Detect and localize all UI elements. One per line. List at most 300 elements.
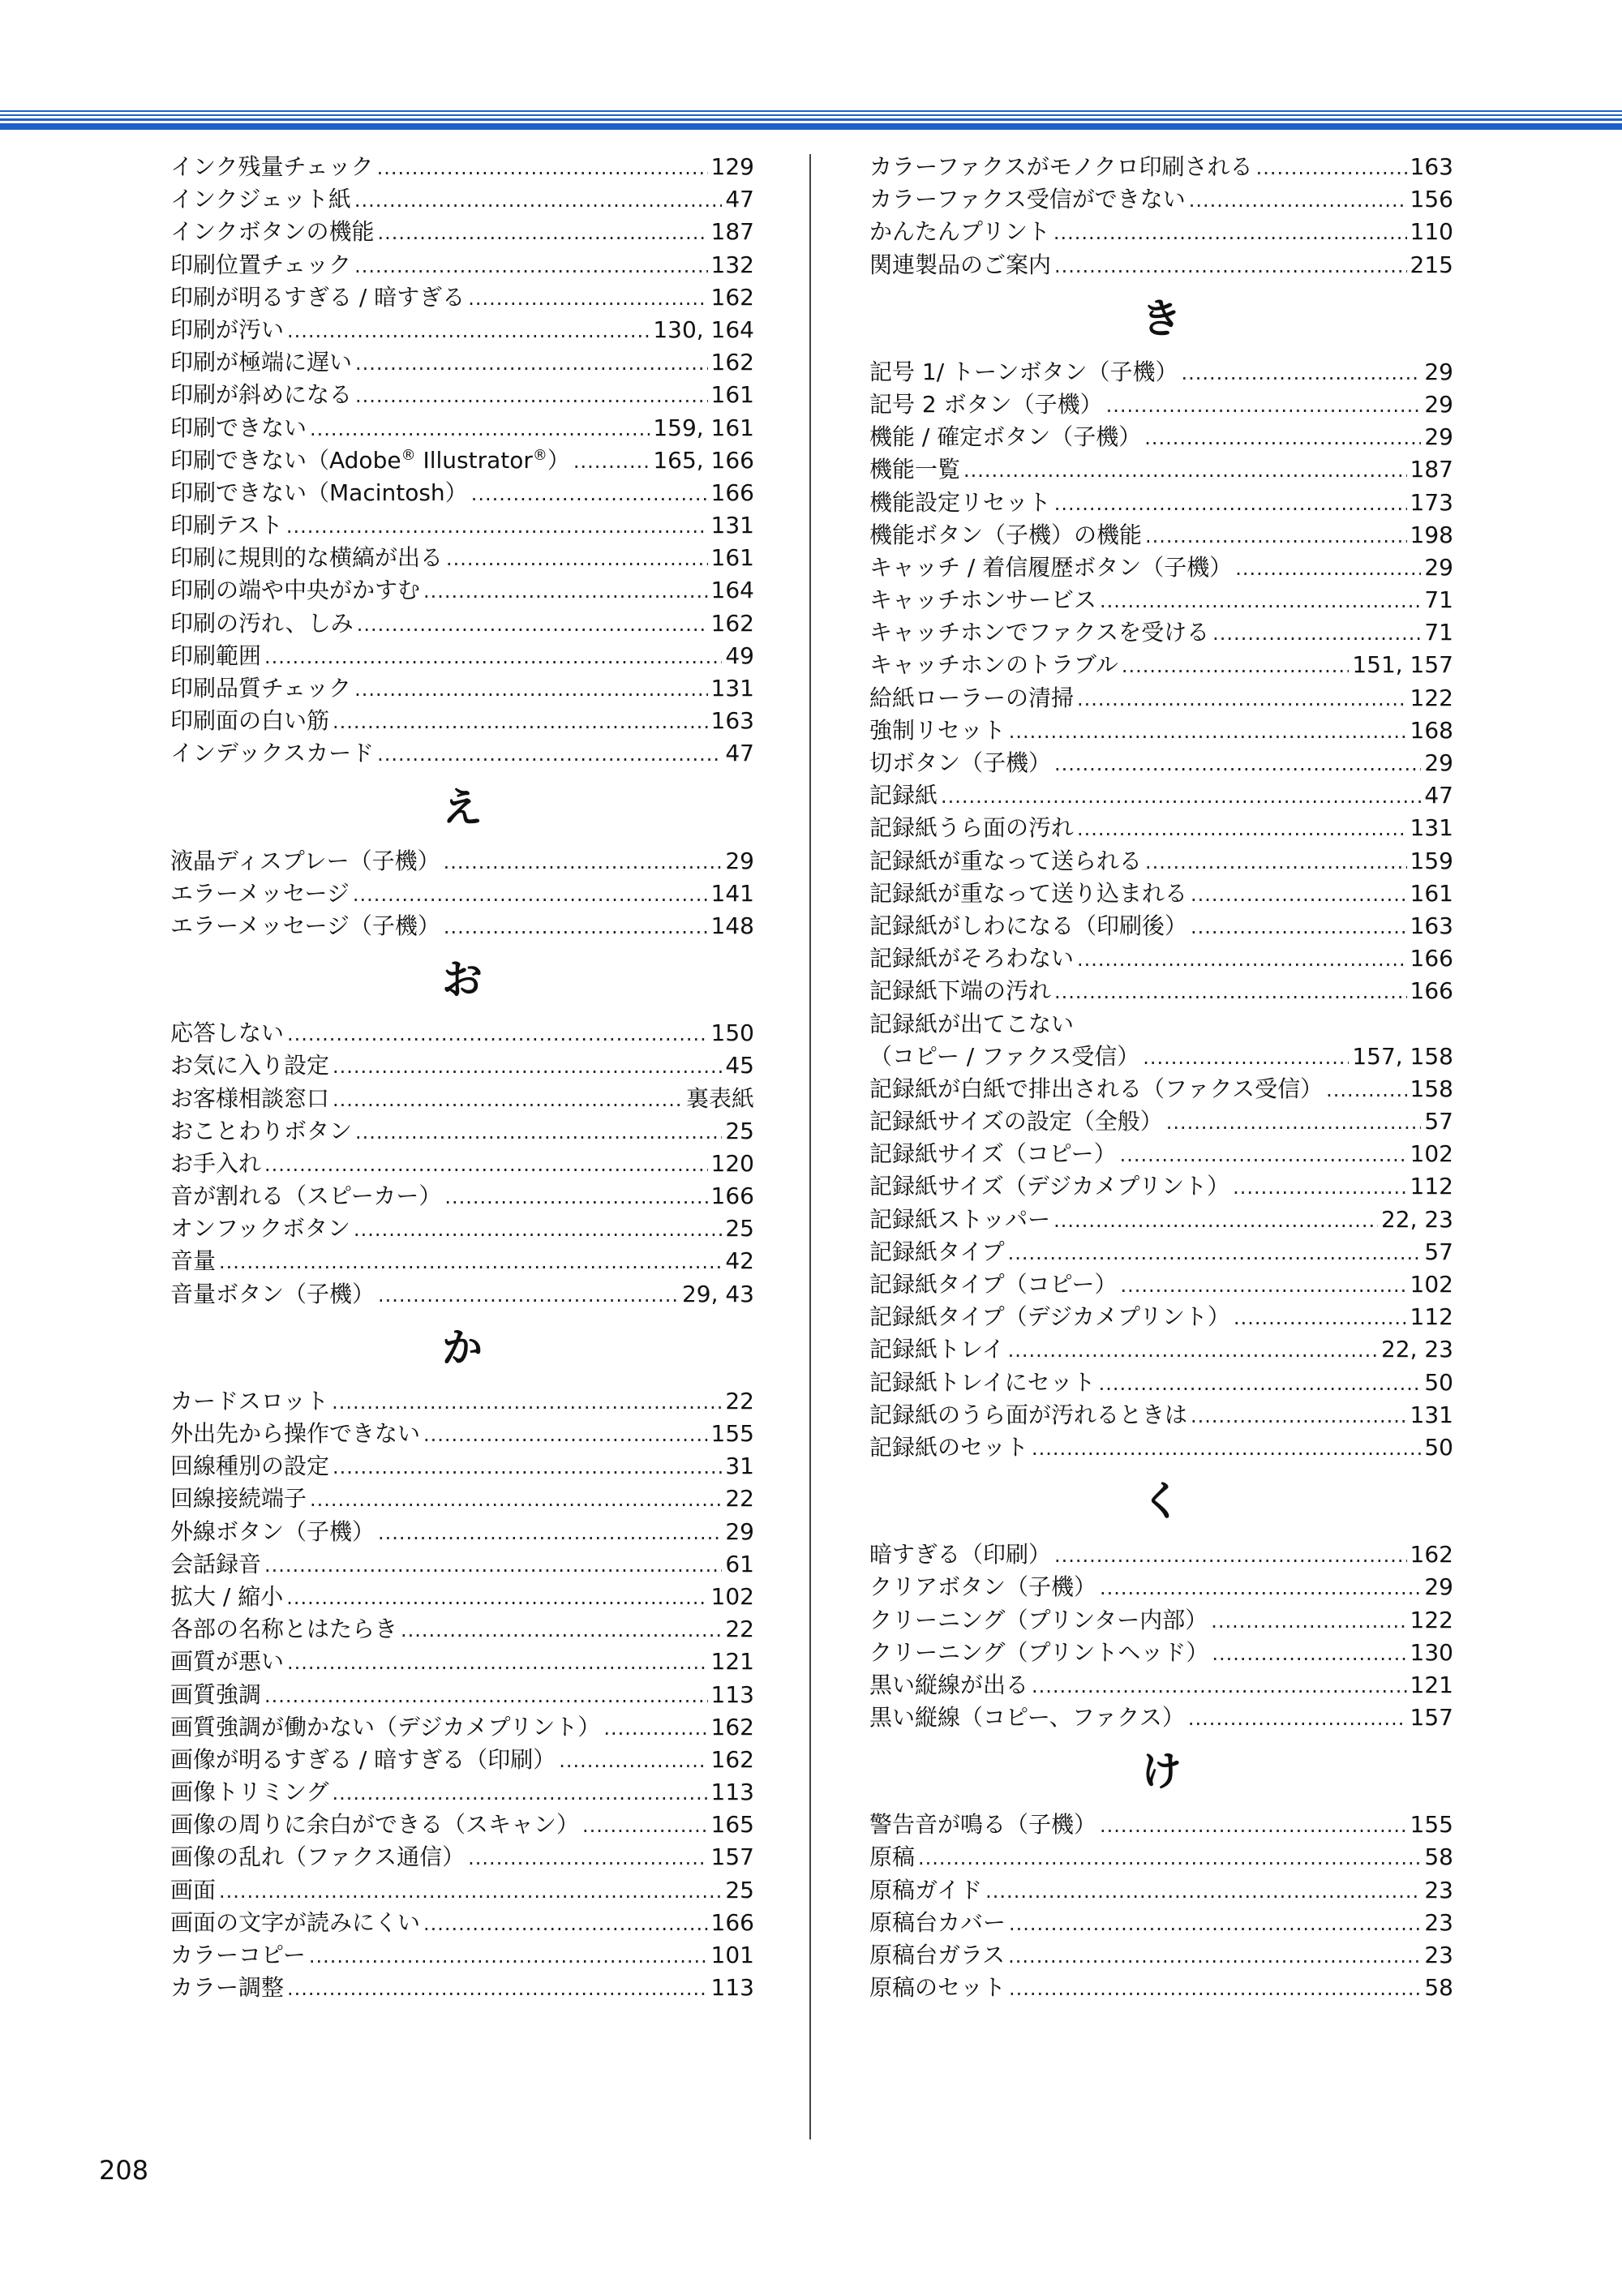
index-entry (869, 1333, 1453, 1366)
index-entry-label: 印刷面の白い筋 (170, 707, 330, 735)
leader-dots (1054, 748, 1421, 780)
index-entry-page: 162 (710, 1745, 754, 1773)
leader-dots (332, 1386, 722, 1418)
leader-dots (1166, 1106, 1422, 1139)
index-entry (869, 649, 1453, 681)
index-entry-label: お気に入り設定 (170, 1052, 330, 1079)
leader-dots (333, 706, 708, 738)
index-entry-label: 印刷が斜めになる (170, 381, 353, 409)
index-entry-label: 画面の文字が読みにくい (170, 1908, 421, 1936)
index-entry-label: お手入れ (170, 1149, 262, 1177)
index-entry-label: インクジェット紙 (170, 186, 351, 213)
index-entry-label: 音が割れる（スピーカー） (170, 1182, 442, 1210)
index-entry-label: 記録紙が白紙で排出される（ファクス受信） (869, 1075, 1324, 1102)
index-entry-page: 113 (710, 1680, 754, 1708)
index-entry-label: 画像トリミング (170, 1779, 329, 1806)
leader-dots (1191, 878, 1407, 911)
index-entry-page: 162 (710, 349, 754, 376)
index-entry-label: 記録紙 (869, 782, 938, 809)
leader-dots (582, 1809, 708, 1842)
index-entry-label: 記録紙サイズ（デジカメプリント） (869, 1173, 1230, 1200)
leader-dots (963, 454, 1407, 487)
index-entry (170, 379, 754, 411)
index-entry-page: 165, 166 (653, 446, 754, 474)
leader-dots (287, 1972, 708, 2005)
index-entry-page: 23 (1424, 1942, 1453, 1968)
leader-dots (1077, 943, 1407, 976)
index-entry (170, 249, 754, 281)
index-entry-label: 印刷位置チェック (170, 251, 352, 278)
index-entry-page: 120 (710, 1149, 754, 1177)
leader-dots (918, 1842, 1421, 1874)
leader-dots (333, 1050, 722, 1083)
index-entry-label: 記録紙ストッパー (869, 1205, 1051, 1233)
index-entry (170, 183, 754, 216)
index-entry (170, 1744, 754, 1776)
leader-dots (1143, 1041, 1349, 1074)
index-entry-page: 158 (1410, 1075, 1453, 1102)
index-entry-label: 記録紙が出てこない (869, 1010, 1075, 1037)
leader-dots (423, 1908, 708, 1940)
leader-dots (332, 1777, 707, 1809)
index-entry (869, 878, 1453, 910)
index-entry-label: （コピー / ファクス受信） (869, 1042, 1140, 1070)
index-entry-page: 29 (1424, 358, 1453, 385)
leader-dots (941, 780, 1421, 813)
index-entry-label: 会話録音 (170, 1550, 262, 1577)
leader-dots (1032, 1432, 1421, 1465)
index-entry (869, 910, 1453, 942)
index-entry-page: 162 (710, 1713, 754, 1740)
index-entry-label: 原稿ガイド (869, 1876, 983, 1903)
index-entry (869, 388, 1453, 421)
index-entry-label: クリーニング（プリンター内部） (869, 1606, 1208, 1633)
index-entry-label: エラーメッセージ (170, 879, 350, 907)
index-entry-page: 121 (1410, 1671, 1453, 1698)
index-entry (869, 1604, 1453, 1637)
index-entry (869, 519, 1453, 551)
index-entry (170, 1679, 754, 1711)
index-entry (170, 412, 754, 444)
index-entry (170, 1548, 754, 1581)
leader-dots (423, 575, 708, 607)
index-entry-page: 29 (725, 1517, 754, 1545)
index-entry (170, 1148, 754, 1180)
index-entry (170, 346, 754, 379)
index-entry-page: 132 (710, 251, 754, 278)
index-entry-label: 給紙ローラーの清掃 (869, 684, 1075, 711)
leader-dots (287, 1646, 708, 1679)
index-entry-page: 162 (1410, 1541, 1453, 1569)
index-entry-label: キャッチホンのトラブル (869, 651, 1118, 679)
index-entry-page: 裏表紙 (685, 1084, 754, 1112)
index-entry-page: 166 (1410, 977, 1453, 1005)
index-entry-page: 102 (710, 1582, 754, 1610)
index-entry-page: 50 (1424, 1433, 1453, 1461)
index-entry-label: 原稿のセット (869, 1974, 1006, 2002)
index-entry (170, 640, 754, 672)
index-entry (869, 942, 1453, 975)
index-entry (869, 682, 1453, 715)
leader-dots (1144, 422, 1421, 454)
index-entry (869, 1041, 1453, 1073)
index-entry-label: インデックスカード (170, 740, 375, 767)
leader-dots (1054, 1539, 1407, 1572)
index-entry-label: 印刷の端や中央がかすむ (170, 577, 421, 604)
index-entry-page: 129 (710, 153, 754, 180)
header-band (0, 110, 1622, 131)
leader-dots (1256, 152, 1407, 184)
index-section-heading: え (442, 783, 483, 831)
index-section-heading: か (442, 1324, 483, 1371)
leader-dots (378, 1517, 722, 1549)
index-entry-page: 187 (1410, 456, 1453, 483)
index-entry-label: 印刷できない（Adobe® Illustrator®） (170, 446, 570, 474)
index-entry-page: 29 (1424, 1573, 1453, 1601)
index-entry-page: 159 (1410, 847, 1453, 874)
index-entry-page: 187 (710, 218, 754, 246)
index-entry-label: 印刷に規則的な横縞が出る (170, 544, 444, 572)
index-entry-page: 157, 158 (1352, 1042, 1453, 1070)
index-entry (170, 574, 754, 607)
index-entry-label: 記録紙が重なって送り込まれる (869, 879, 1188, 907)
index-entry-page: 23 (1424, 1908, 1453, 1936)
index-entry-page: 163 (1410, 912, 1453, 939)
page-number: 208 (99, 2155, 149, 2186)
index-entry-page: 101 (710, 1942, 754, 1968)
index-entry (170, 444, 754, 477)
registered-mark: ® (532, 446, 547, 464)
index-entry-label: 記録紙うら面の汚れ (869, 814, 1075, 842)
leader-dots (444, 846, 723, 878)
index-entry-label: クリアボタン（子機） (869, 1573, 1097, 1601)
index-entry-page: 50 (1424, 1368, 1453, 1396)
index-entry (869, 1008, 1453, 1041)
index-entry-label: 画質が悪い (170, 1648, 285, 1676)
index-entry-label: クリーニング（プリントヘッド） (869, 1638, 1209, 1666)
leader-dots (1009, 715, 1407, 748)
leader-dots (1053, 1204, 1378, 1237)
index-entry-page: 151, 157 (1352, 651, 1453, 679)
leader-dots (1100, 585, 1421, 617)
index-entry-page: 23 (1424, 1876, 1453, 1903)
index-entry-page: 49 (725, 642, 754, 669)
index-entry-page: 102 (1410, 1140, 1453, 1168)
index-entry-label: 記録紙タイプ（コピー） (869, 1271, 1118, 1298)
leader-dots (1054, 250, 1407, 282)
index-entry-page: 168 (1410, 716, 1453, 744)
index-entry-page: 215 (1410, 251, 1453, 278)
index-entry (869, 1431, 1453, 1464)
index-entry (869, 1637, 1453, 1669)
index-entry (869, 1170, 1453, 1203)
index-entry-label: 機能設定リセット (869, 488, 1051, 516)
index-entry-label: オンフックボタン (170, 1215, 351, 1242)
index-entry (869, 812, 1453, 844)
index-entry-page: 166 (710, 1182, 754, 1210)
leader-dots (354, 1213, 722, 1246)
index-entry-page: 22 (725, 1387, 754, 1414)
leader-dots (355, 1116, 722, 1148)
index-entry-page: 71 (1424, 619, 1453, 646)
index-entry (869, 715, 1453, 747)
leader-dots (1212, 617, 1421, 650)
index-entry-label: 応答しない (170, 1019, 285, 1047)
index-entry (170, 1049, 754, 1082)
leader-dots (219, 1246, 722, 1278)
index-entry-page: 71 (1424, 586, 1453, 614)
leader-dots (357, 608, 708, 641)
index-entry (170, 1776, 754, 1809)
index-entry (170, 607, 754, 640)
index-entry-page: 157 (1410, 1704, 1453, 1732)
index-entry-page: 29 (725, 847, 754, 874)
index-entry-label: 印刷品質チェック (170, 675, 352, 702)
index-entry (170, 1841, 754, 1873)
leader-dots (219, 1875, 722, 1908)
leader-dots (1009, 1908, 1421, 1940)
index-entry (170, 910, 754, 942)
index-entry-page: 161 (1410, 879, 1453, 907)
leader-dots (286, 510, 708, 543)
index-entry (170, 281, 754, 314)
index-entry-label: 印刷が明るすぎる / 暗すぎる (170, 283, 466, 311)
index-entry-page: 155 (710, 1420, 754, 1447)
leader-dots (354, 673, 707, 706)
index-entry (869, 453, 1453, 486)
index-entry-page: 198 (1410, 521, 1453, 548)
index-entry (869, 1073, 1453, 1105)
index-entry-label: カラーファクス受信ができない (869, 186, 1186, 213)
leader-dots (1234, 1302, 1407, 1334)
leader-dots (1009, 1972, 1421, 2005)
index-entry-page: 25 (725, 1117, 754, 1144)
index-entry-label: 音量ボタン（子機） (170, 1280, 375, 1307)
index-entry-page: 131 (1410, 814, 1453, 842)
leader-dots (444, 911, 708, 943)
leader-dots (1008, 1940, 1421, 1972)
index-entry-label: キャッチホンでファクスを受ける (869, 619, 1210, 646)
index-entry (869, 1702, 1453, 1734)
leader-dots (1008, 1334, 1378, 1367)
index-entry-page: 166 (710, 479, 754, 506)
index-entry-label: 警告音が鳴る（子機） (869, 1811, 1097, 1839)
leader-dots (264, 641, 722, 673)
leader-dots (286, 1581, 707, 1614)
index-entry-page: 122 (1410, 1606, 1453, 1633)
index-entry-page: 161 (710, 544, 754, 572)
index-entry (170, 672, 754, 705)
leader-dots (1191, 1400, 1407, 1432)
index-entry-label: かんたんプリント (869, 218, 1050, 246)
leader-dots (1099, 1367, 1422, 1400)
index-entry-label: 機能一覧 (869, 456, 961, 483)
leader-dots (264, 1148, 708, 1181)
index-entry-page: 131 (710, 512, 754, 539)
leader-dots (1326, 1074, 1406, 1106)
leader-dots (573, 445, 650, 478)
leader-dots (468, 282, 707, 315)
leader-dots (471, 478, 708, 510)
leader-dots (333, 1451, 722, 1483)
leader-dots (1100, 1809, 1407, 1842)
leader-dots (1212, 1637, 1406, 1670)
index-entry (869, 747, 1453, 779)
index-entry-page: 110 (1410, 218, 1453, 246)
index-entry-label: エラーメッセージ（子機） (170, 912, 440, 939)
index-entry (869, 151, 1453, 183)
index-entry (170, 509, 754, 542)
index-entry-label: 音量 (170, 1247, 217, 1275)
leader-dots (446, 543, 708, 575)
index-entry-page: 112 (1410, 1303, 1453, 1331)
index-entry-label: 印刷範囲 (170, 642, 262, 669)
index-entry-label: 原稿台カバー (869, 1908, 1006, 1936)
index-entry-page: 173 (1410, 488, 1453, 516)
index-entry-label: 画質強調 (170, 1680, 262, 1708)
leader-dots (1122, 650, 1349, 682)
index-entry (869, 487, 1453, 519)
index-entry-label: お客様相談窓口 (170, 1084, 330, 1112)
leader-dots (354, 250, 707, 282)
leader-dots (401, 1614, 722, 1646)
index-entry-label: カラーコピー (170, 1942, 306, 1968)
index-entry (869, 779, 1453, 812)
index-entry-page: 22 (725, 1485, 754, 1513)
index-entry-page: 57 (1424, 1108, 1453, 1135)
index-entry-label: 回線種別の設定 (170, 1453, 330, 1480)
leader-dots (1233, 1171, 1406, 1204)
leader-dots (985, 1875, 1421, 1908)
index-entry (170, 878, 754, 910)
index-entry (869, 845, 1453, 878)
index-entry-label: 印刷できない（Macintosh） (170, 479, 468, 506)
index-entry (869, 183, 1453, 216)
index-entry (869, 975, 1453, 1007)
index-entry-page: 155 (1410, 1811, 1453, 1839)
index-entry-label: 関連製品のご案内 (869, 251, 1052, 278)
index-entry-label: 記録紙タイプ（デジカメプリント） (869, 1303, 1230, 1331)
leader-dots (1145, 520, 1407, 552)
index-entry (869, 1138, 1453, 1170)
index-entry (869, 1972, 1453, 2004)
registered-mark: ® (401, 446, 416, 464)
index-entry (170, 1017, 754, 1049)
leader-dots (1053, 217, 1407, 249)
leader-dots (1054, 976, 1407, 1008)
index-entry-page: 150 (710, 1019, 754, 1047)
index-entry (170, 1245, 754, 1277)
index-entry-label: 記録紙のうら面が汚れるときは (869, 1401, 1188, 1428)
index-entry (869, 1268, 1453, 1301)
index-entry (869, 249, 1453, 281)
index-entry (170, 1646, 754, 1678)
leader-dots (378, 1279, 679, 1311)
leader-dots (355, 380, 708, 412)
index-entry-label: 強制リセット (869, 716, 1006, 744)
index-entry-page: 113 (710, 1779, 754, 1806)
leader-dots (1054, 487, 1407, 520)
index-entry (170, 1278, 754, 1311)
leader-dots (1235, 552, 1421, 585)
index-entry-label: 原稿台ガラス (869, 1942, 1006, 1968)
leader-dots (468, 1842, 707, 1874)
index-entry (869, 1301, 1453, 1333)
index-entry (170, 1450, 754, 1483)
index-entry-page: 159, 161 (653, 414, 754, 441)
index-entry (869, 1105, 1453, 1138)
index-entry-label: 記号 2 ボタン（子機） (869, 390, 1103, 418)
leader-dots (1120, 1269, 1406, 1302)
index-entry (869, 551, 1453, 584)
index-entry-page: 45 (725, 1052, 754, 1079)
index-entry-label: 記録紙がしわになる（印刷後） (869, 912, 1188, 939)
index-entry-label: 印刷が極端に遅い (170, 349, 353, 376)
index-entry-page: 166 (710, 1908, 754, 1936)
leader-dots (1120, 1139, 1407, 1171)
index-entry-label: 画質強調が働かない（デジカメプリント） (170, 1713, 601, 1740)
index-entry-label: インク残量チェック (170, 153, 374, 180)
index-entry-page: 58 (1424, 1843, 1453, 1871)
index-entry-page: 163 (1410, 153, 1453, 180)
index-entry-page: 131 (710, 675, 754, 702)
index-entry-page: 157 (710, 1843, 754, 1871)
index-entry-page: 29 (1424, 390, 1453, 418)
index-entry (170, 477, 754, 509)
leader-dots (1145, 846, 1407, 878)
index-entry-label: キャッチ / 着信履歴ボタン（子機） (869, 553, 1233, 581)
leader-dots (377, 152, 708, 184)
index-entry (869, 584, 1453, 616)
index-entry (170, 1809, 754, 1841)
index-entry (170, 737, 754, 770)
leader-dots (1188, 1702, 1407, 1735)
index-entry-label: 黒い縦線（コピー、ファクス） (869, 1704, 1185, 1732)
index-entry-page: 57 (1424, 1238, 1453, 1265)
index-entry (869, 1367, 1453, 1399)
index-entry-label: カードスロット (170, 1387, 329, 1414)
index-entry (170, 314, 754, 346)
index-entry (170, 1907, 754, 1939)
index-entry-page: 165 (710, 1811, 754, 1839)
index-entry-label: 黒い縦線が出る (869, 1671, 1029, 1698)
index-entry-page: 61 (725, 1550, 754, 1577)
index-entry (170, 542, 754, 574)
index-entry (869, 1939, 1453, 1972)
index-entry-label: 原稿 (869, 1843, 916, 1871)
leader-dots (1191, 911, 1407, 943)
index-entry-page: 163 (710, 707, 754, 735)
index-entry (170, 1972, 754, 2004)
index-entry (170, 1180, 754, 1212)
index-entry-label: カラーファクスがモノクロ印刷される (869, 153, 1253, 180)
index-entry (869, 1571, 1453, 1603)
leader-dots (310, 413, 650, 445)
index-section-heading: け (1141, 1748, 1182, 1796)
index-entry-label: キャッチホンサービス (869, 586, 1097, 614)
index-entry-label: 記録紙サイズの設定（全般） (869, 1108, 1163, 1135)
index-column-right (869, 151, 1453, 2004)
index-column-left (170, 151, 754, 2004)
index-entry-label: 記録紙サイズ（コピー） (869, 1140, 1117, 1168)
leader-dots (1189, 184, 1407, 217)
index-entry-page: 22, 23 (1380, 1205, 1453, 1233)
index-entry-label: 記号 1/ トーンボタン（子機） (869, 358, 1178, 385)
leader-dots (1077, 683, 1407, 715)
index-entry (869, 616, 1453, 649)
index-entry-page: 25 (725, 1215, 754, 1242)
index-entry-label: 機能ボタン（子機）の機能 (869, 521, 1143, 548)
